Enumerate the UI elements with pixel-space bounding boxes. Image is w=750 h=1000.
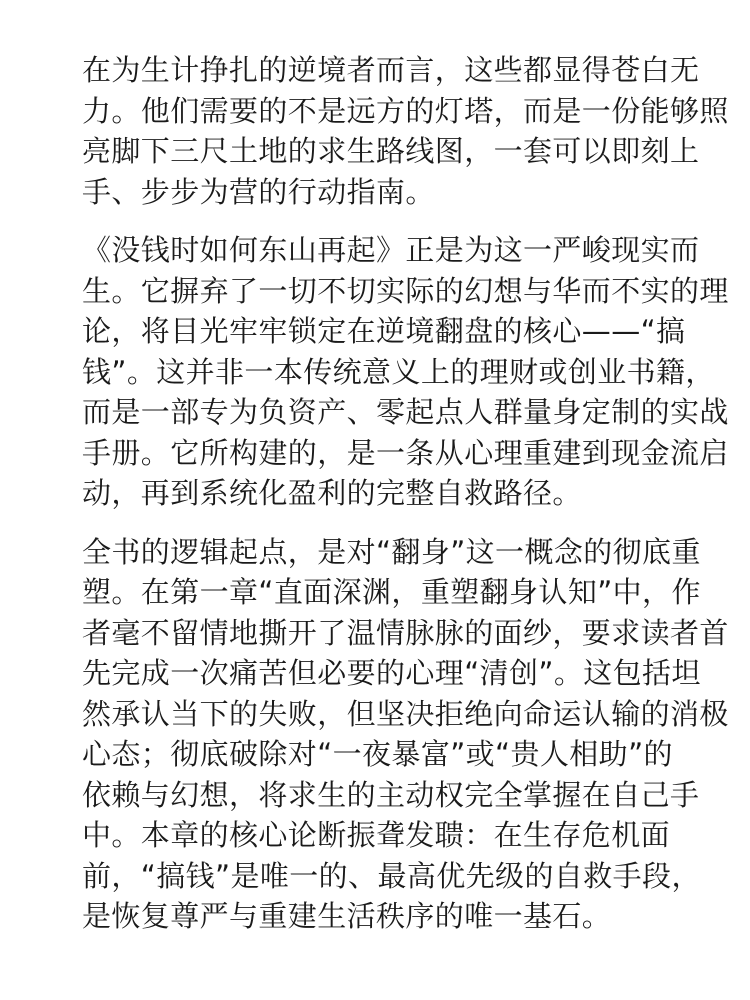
text-line: 而是一部专为负资产、零起点人群量身定制的实战 — [82, 395, 729, 429]
text-line: 心态；彻底破除对“一夜暴富”或“贵人相助”的 — [82, 737, 673, 771]
paragraph-2 — [82, 230, 729, 514]
text-line: 在为生计挣扎的逆境者而言，这些都显得苍白无 — [82, 53, 700, 87]
text-line: 生。它摒弃了一切不切实际的幻想与华而不实的理 — [82, 273, 729, 308]
text-line: 亮脚下三尺土地的求生路线图，一套可以即刻上 — [82, 134, 700, 168]
text-line: 先完成一次痛苦但必要的心理“清创”。这包括坦 — [82, 656, 701, 690]
text-line: 《没钱时如何东山再起》正是为这一严峻现实而 — [82, 233, 700, 267]
paragraph-3 — [82, 532, 729, 937]
article-body — [82, 50, 729, 955]
text-line: 前，“搞钱”是唯一的、最高优先级的自救手段， — [82, 858, 701, 893]
text-line: 是恢复尊严与重建生活秩序的唯一基石。 — [82, 899, 612, 933]
text-line: 手、步步为营的行动指南。 — [82, 174, 435, 209]
text-line: 论，将目光牢牢锁定在逆境翻盘的核心——“搞 — [82, 314, 686, 348]
text-line: 力。他们需要的不是远方的灯塔，而是一份能够照 — [82, 93, 729, 128]
text-line: 塑。在第一章“直面深渊，重塑翻身认知”中，作 — [82, 575, 701, 609]
text-line: 钱”。这并非一本传统意义上的理财或创业书籍， — [82, 354, 715, 389]
text-line: 动，再到系统化盈利的完整自救路径。 — [82, 476, 582, 510]
paragraph-1 — [82, 50, 729, 212]
text-line: 全书的逻辑起点，是对“翻身”这一概念的彻底重 — [82, 534, 701, 569]
text-line: 手册。它所构建的，是一条从心理重建到现金流启 — [82, 435, 729, 470]
text-line: 依赖与幻想，将求生的主动权完全掌握在自己手 — [82, 777, 700, 812]
text-line: 者毫不留情地撕开了温情脉脉的面纱，要求读者首 — [82, 615, 729, 650]
text-line: 中。本章的核心论断振聋发聩：在生存危机面 — [82, 818, 671, 852]
text-line: 然承认当下的失败，但坚决拒绝向命运认输的消极 — [82, 696, 729, 731]
